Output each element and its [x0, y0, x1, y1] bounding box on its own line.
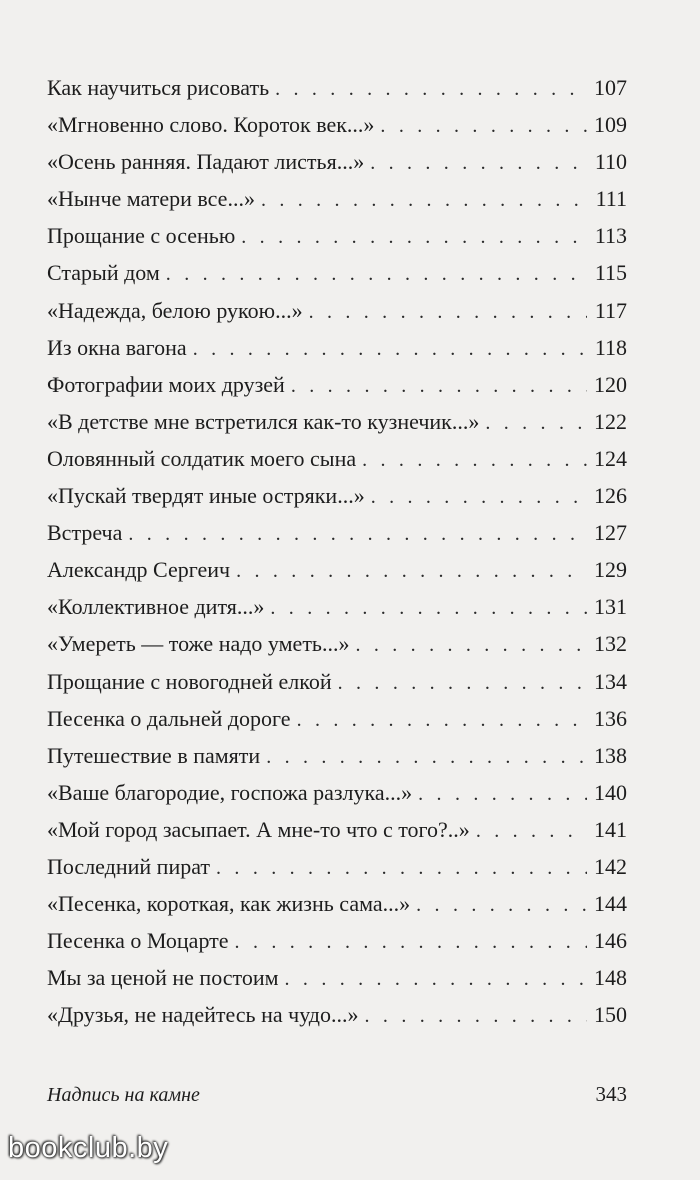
dot-leader — [365, 1001, 587, 1031]
dot-leader — [370, 148, 587, 178]
toc-entry — [47, 221, 627, 258]
toc-entry-title: «Надежда, белою рукою...» — [47, 297, 303, 323]
toc-entry — [47, 889, 627, 926]
dot-leader — [371, 482, 587, 512]
dot-leader — [270, 593, 587, 623]
dot-leader — [236, 556, 587, 586]
toc-entry — [47, 110, 627, 147]
toc-entry-title: Встреча — [47, 520, 123, 546]
toc-entry-page: 122 — [594, 408, 627, 434]
dot-leader — [297, 705, 587, 735]
toc-entry-title: Старый дом — [47, 260, 160, 286]
dot-leader — [193, 334, 587, 364]
dot-leader — [166, 259, 587, 289]
toc-entry-page: 110 — [594, 149, 627, 175]
watermark: bookclub.by — [8, 1132, 169, 1164]
toc-entry-page: 109 — [594, 112, 627, 138]
toc-entry-title: Путешествие в памяти — [47, 742, 261, 768]
dot-leader — [241, 222, 587, 252]
toc-entry — [47, 963, 627, 1000]
toc-entry — [47, 741, 627, 778]
toc-entry — [47, 667, 627, 704]
toc-entry-title: «Нынче матери все...» — [47, 186, 255, 212]
toc-entry-title: Фотографии моих друзей — [47, 371, 285, 397]
toc-entry-page: 150 — [594, 1002, 627, 1028]
toc-entry — [47, 481, 627, 518]
toc-entry — [47, 852, 627, 889]
toc-entry-title: Александр Сергеич — [47, 557, 231, 583]
toc-entry — [47, 444, 627, 481]
toc-entry — [47, 73, 627, 110]
dot-leader — [418, 779, 587, 809]
page-number: 343 — [595, 1082, 627, 1106]
dot-leader — [380, 111, 587, 141]
toc-entry — [47, 815, 627, 852]
toc-entry-page: 144 — [594, 891, 627, 917]
toc-entry-page: 142 — [594, 853, 627, 879]
toc-entry-page: 111 — [595, 186, 627, 212]
toc-entry-title: «В детстве мне встретился как-то кузнечик...» — [47, 408, 480, 434]
toc-entry-page: 107 — [594, 75, 627, 100]
toc-entry-page: 113 — [594, 223, 627, 249]
toc-entry-page: 124 — [594, 445, 627, 471]
dot-leader — [128, 519, 587, 549]
toc-entry — [47, 778, 627, 815]
toc-entry — [47, 184, 627, 221]
toc-entry-title: Прощание с осенью — [47, 223, 236, 249]
toc-entry — [47, 1000, 627, 1037]
toc-entry-title: «Песенка, короткая, как жизнь сама...» — [47, 891, 411, 917]
toc-entry — [47, 629, 627, 666]
toc-entry — [47, 518, 627, 555]
dot-leader — [476, 816, 587, 846]
toc-entry-page: 134 — [594, 668, 627, 694]
toc-entry-page: 127 — [594, 520, 627, 546]
dot-leader — [309, 297, 587, 327]
dot-leader — [416, 890, 587, 920]
toc-entry-page: 120 — [594, 371, 627, 397]
toc-entry-title: «Друзья, не надейтесь на чудо...» — [47, 1002, 359, 1028]
toc-entry-page: 148 — [594, 965, 627, 991]
toc-entry — [47, 333, 627, 370]
dot-leader — [485, 408, 587, 438]
toc-entry — [47, 407, 627, 444]
dot-leader — [216, 853, 587, 883]
dot-leader — [275, 74, 587, 104]
running-title: Надпись на камне — [47, 1084, 200, 1106]
toc-entry-page: 131 — [594, 594, 627, 620]
table-of-contents — [47, 73, 627, 1037]
toc-entry — [47, 592, 627, 629]
dot-leader — [362, 445, 587, 475]
toc-entry — [47, 926, 627, 963]
toc-entry-title: «Пускай твердят иные остряки...» — [47, 483, 365, 509]
toc-entry-page: 132 — [594, 631, 627, 657]
dot-leader — [338, 668, 587, 698]
toc-entry-page: 146 — [594, 928, 627, 954]
toc-entry-title: «Умереть — тоже надо уметь...» — [47, 631, 350, 657]
toc-entry-page: 140 — [594, 779, 627, 805]
toc-entry-page: 129 — [594, 557, 627, 583]
toc-entry-title: Как научиться рисовать — [47, 75, 270, 100]
dot-leader — [285, 964, 587, 994]
toc-entry-title: «Мой город засыпает. А мне-то что с того?..» — [47, 816, 470, 842]
toc-entry-page: 117 — [594, 297, 627, 323]
toc-entry — [47, 147, 627, 184]
dot-leader — [291, 371, 587, 401]
toc-entry — [47, 555, 627, 592]
toc-entry-title: Последний пират — [47, 853, 211, 879]
toc-entry-title: Из окна вагона — [47, 334, 187, 360]
toc-entry-page: 141 — [594, 816, 627, 842]
page-footer — [47, 1082, 627, 1107]
toc-entry-page: 115 — [594, 260, 627, 286]
toc-entry — [47, 258, 627, 295]
toc-entry-title: Прощание с новогодней елкой — [47, 668, 332, 694]
toc-entry-page: 136 — [594, 705, 627, 731]
toc-entry-title: «Осень ранняя. Падают листья...» — [47, 149, 365, 175]
toc-entry-title: «Мгновенно слово. Короток век...» — [47, 112, 375, 138]
toc-entry-title: Оловянный солдатик моего сына — [47, 445, 357, 471]
toc-entry-title: «Коллективное дитя...» — [47, 594, 265, 620]
toc-entry — [47, 370, 627, 407]
toc-entry-page: 118 — [594, 334, 627, 360]
dot-leader — [235, 927, 587, 957]
toc-entry-page: 138 — [594, 742, 627, 768]
dot-leader — [355, 630, 587, 660]
toc-entry-title: Песенка о дальней дороге — [47, 705, 291, 731]
toc-entry-page: 126 — [594, 483, 627, 509]
dot-leader — [261, 185, 587, 215]
dot-leader — [266, 742, 587, 772]
toc-entry — [47, 704, 627, 741]
toc-entry-title: Мы за ценой не постоим — [47, 965, 279, 991]
toc-entry — [47, 296, 627, 333]
toc-entry-title: «Ваше благородие, госпожа разлука...» — [47, 779, 413, 805]
toc-entry-title: Песенка о Моцарте — [47, 928, 229, 954]
